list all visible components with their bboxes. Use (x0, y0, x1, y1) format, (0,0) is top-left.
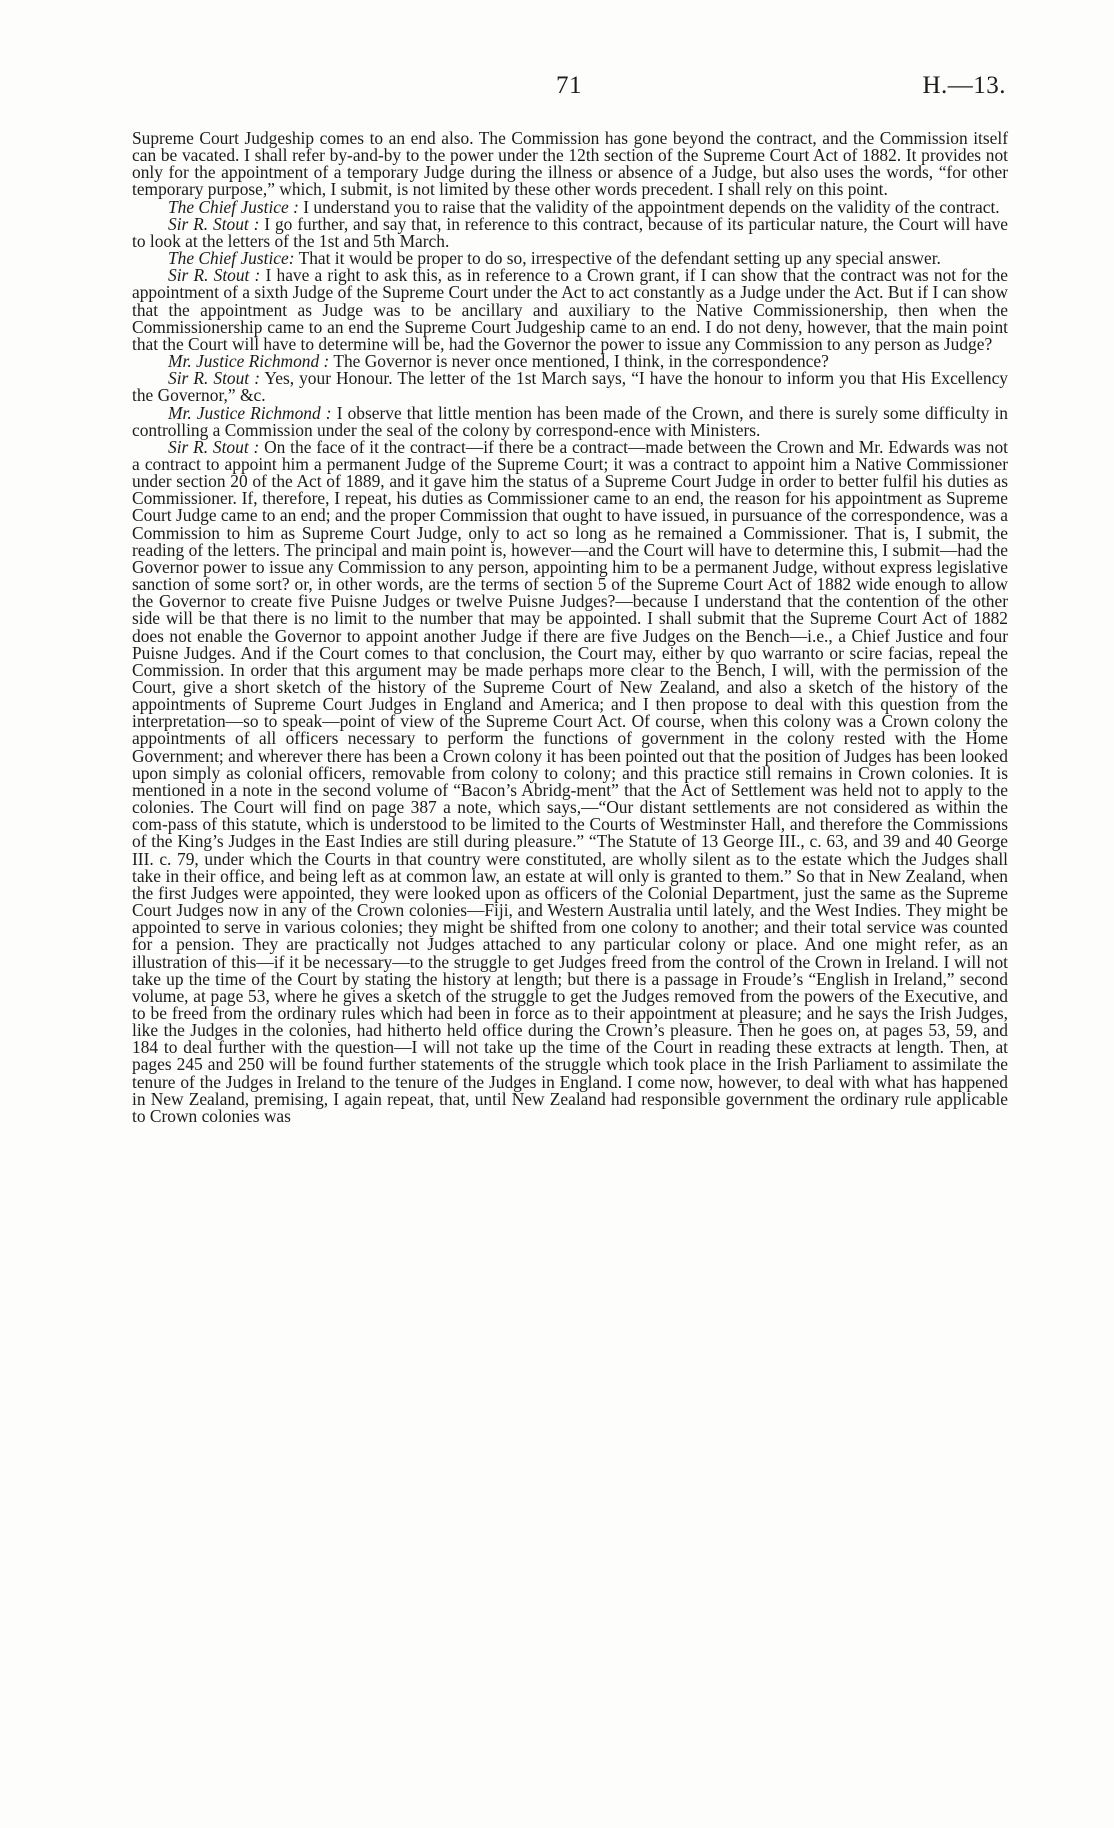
speaker-label: Sir R. Stout : (168, 213, 260, 234)
paragraph-text: I go further, and say that, in reference to this contract, because of its particular nature, the Court will have to look at the letters of the 1st and 5th March. (132, 213, 1008, 251)
paragraph (132, 436, 1008, 1126)
paragraph (132, 267, 1008, 353)
speaker-label: Mr. Justice Richmond : (168, 402, 332, 423)
page-header (132, 72, 1006, 112)
paragraph-text: I observe that little mention has been made of the Crown, and there is surely some difficulty in controlling a Commission under the seal of the colony by correspond-ence with Ministers. (132, 402, 1008, 440)
speaker-label: Sir R. Stout : (168, 265, 261, 286)
body-text (132, 130, 1008, 1125)
page-number: 71 (556, 72, 582, 99)
document-reference: H.—13. (922, 72, 1006, 99)
paragraph-text: I understand you to raise that the validity of the appointment depends on the validity of the contract. (303, 196, 1000, 217)
paragraph-text: On the face of it the contract—if there be a contract—made between the Crown and Mr. Edwards was not a contract to appoint him a permanent Judge of the Supreme Court; it was a contract to appoint him a Native Commissioner under section 20 of the Act of 1889, and it gave him the status of a Supreme Court Judge in order to better fulfil his duties as Commissioner. If, therefore, I repeat, his duties as Commissioner came to an end, the reason for his appointment as Supreme Court Judge came to an end; and the proper Commission that ought to have issued, in pursuance of the correspondence, was a Commission to him as Supreme Court Judge, only to act so long as he remained a Commissioner. That is, I submit, the reading of the letters. The principal and main point is, however—and the Court will have to determine this, I submit—had the Governor power to issue any Commission to any person, appointing him to be a permanent Judge, without express legislative sanction of some sort? or, in other words, are the terms of section 5 of the Supreme Court Act of 1882 wide enough to allow the Governor to create five Puisne Judges or twelve Puisne Judges?—because I understand that the contention of the other side will be that there is no limit to the number that may be appointed. I shall submit that the Supreme Court Act of 1882 does not enable the Governor to appoint another Judge if there are five Judges on the Bench—i.e., a Chief Justice and four Puisne Judges. And if the Court comes to that conclusion, the Court may, either by quo warranto or scire facias, repeal the Commission. In order that this argument may be made perhaps more clear to the Bench, I will, with the permission of the Court, give a short sketch of the history of the Supreme Court of New Zealand, and also a sketch of the history of the appointments of Supreme Court Judges in England and America; and I then propose to deal with this question from the interpretation—so to speak—point of view of the Supreme Court Act. Of course, when this colony was a Crown colony the appointments of all officers necessary to perform the functions of government in the colony rested with the Home Government; and wherever there has been a Crown colony it has been pointed out that the position of Judges has been looked upon simply as colonial officers, removable from colony to colony; and this practice still remains in Crown colonies. It is mentioned in a note in the second volume of “Bacon’s Abridg-ment” that the Act of Settlement was held not to apply to the colonies. The Court will find on page 387 a note, which says,—“Our distant settlements are not considered as within the com-pass of this statute, which is understood to be limited to the Courts of Westminster Hall, and therefore the Commissions of the King’s Judges in the East Indies are still during pleasure.” “The Statute of 13 George III., c. 63, and 39 and 40 George III. c. 79, under which the Courts in that country were constituted, are wholly silent as to the estate which the Judges shall take in their office, and being left as at common law, an estate at will only is granted to them.” So that in New Zealand, when the first Judges were appointed, they were looked upon as officers of the Colonial Department, just the same as the Supreme Court Judges now in any of the Crown colonies—Fiji, and Western Australia until lately, and the West Indies. They might be appointed to serve in various colonies; they might be shifted from one colony to another; and their total service was counted for a pension. They are practically not Judges attached to any particular colony or place. And one might refer, as an illustration of this—if it be necessary—to the struggle to get Judges freed from the control of the Crown in Ireland. I will not take up the time of the Court by stating the history at length; but there is a passage in Froude’s “English in Ireland,” second volume, at page 53, where he gives a sketch of the struggle to get the Judges removed from the powers of the Executive, and to be freed from the ordinary rules which had been in force as to their appointment at pleasure; and he says the Irish Judges, like the Judges in the colonies, had hitherto held office during the Crown’s pleasure. Then he goes on, at pages 53, 59, and 184 to deal further with the question—I will not take up the time of the Court in reading these extracts at length. Then, at pages 245 and 250 will be found further statements of the struggle which took place in the Irish Parliament to assimilate the tenure of the Judges in Ireland to the tenure of the Judges in England. I come now, however, to deal with what has happened in New Zealand, premising, I again repeat, that, until New Zealand had responsible government the ordinary rule applicable to Crown colonies was (132, 436, 1008, 1126)
paragraph (132, 370, 1008, 404)
speaker-label: The Chief Justice : (168, 196, 299, 217)
paragraph-text: I have a right to ask this, as in reference to a Crown grant, if I can show that the contract was not for the appointment of a sixth Judge of the Supreme Court under the Act to act constantly as a Judge under the Act. But if I can show that the appointment as Judge was to be ancillary and auxiliary to the Native Commissionership, then when the Commissionership came to an end the Supreme Court Judgeship came to an end. I do not deny, however, that the main point that the Court will have to determine will be, had the Governor the power to issue any Commission to any person as Judge? (132, 265, 1008, 354)
speaker-label: Sir R. Stout : (168, 436, 260, 457)
paragraph-text: Supreme Court Judgeship comes to an end also. The Commission has gone beyond the contract, and the Commission itself can be vacated. I shall refer by-and-by to the power under the 12th section of the Supreme Court Act of 1882. It provides not only for the appointment of a temporary Judge during the illness or absence of a Judge, but also uses the words, “for other temporary purpose,” which, I submit, is not limited by these other words precedent. I shall rely on this point. (132, 128, 1008, 200)
speaker-label: Sir R. Stout : (168, 368, 260, 389)
paragraph (132, 402, 1008, 440)
speaker-label: The Chief Justice: (168, 248, 295, 269)
paragraph (132, 213, 1008, 251)
paragraph-text: The Governor is never once mentioned, I think, in the correspondence? (333, 351, 829, 372)
speaker-label: Mr. Justice Richmond : (168, 351, 330, 372)
paragraph-text: Yes, your Honour. The letter of the 1st March says, “I have the honour to inform you that His Excellency the Governor,” &c. (132, 368, 1008, 406)
paragraph-text: That it would be proper to do so, irrespective of the defendant setting up any special answer. (298, 248, 941, 269)
paragraph (132, 130, 1008, 199)
